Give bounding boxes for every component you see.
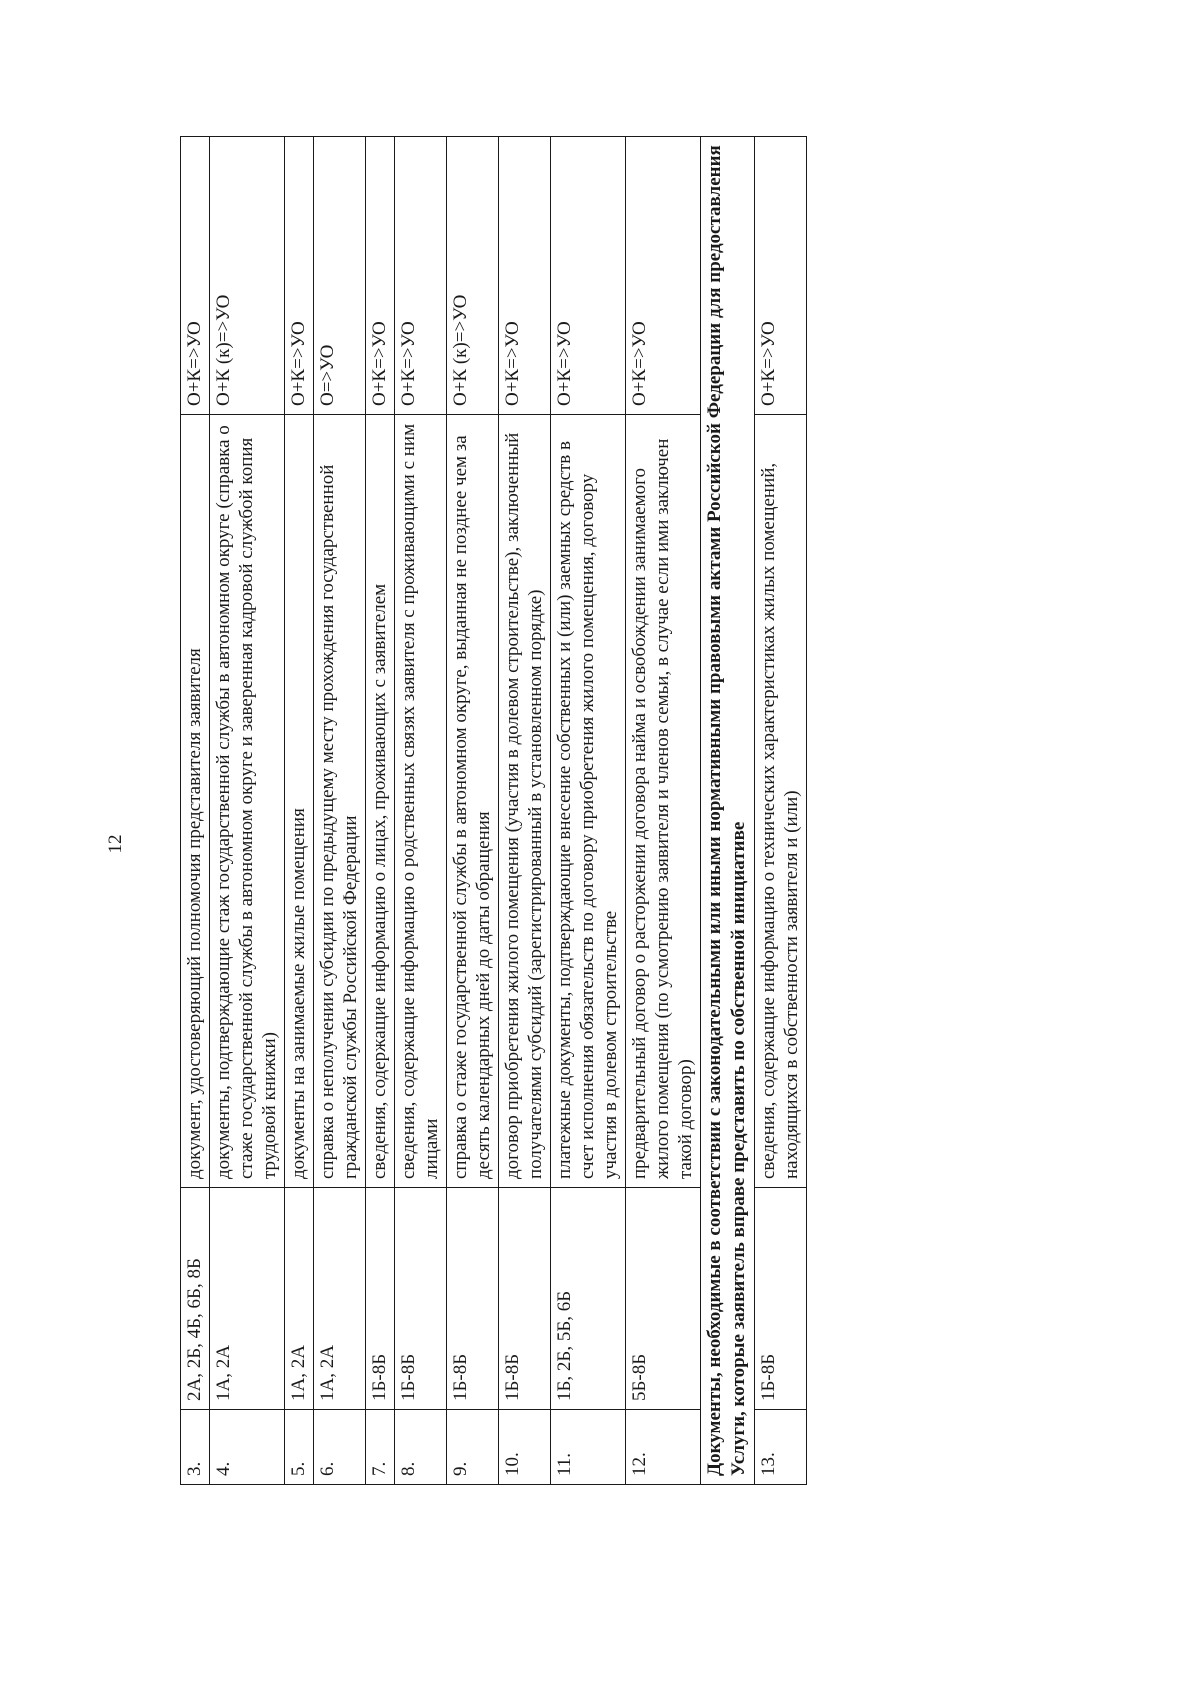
row-document: сведения, содержащие информацию о родственных связях заявителя с проживающими с ним лицами	[395, 415, 447, 1188]
row-document: документы, подтверждающие стаж государственной службы в автономном округе (справка о стаже государственной службы в автономном округе и заверенная кадровой службой копия трудовой книжки)	[210, 415, 285, 1188]
row-number: 9.	[447, 1410, 499, 1485]
row-document: договор приобретения жилого помещения (участия в долевом строительстве), заключенный получателями субсидий (зарегистрированный в установленном порядке)	[499, 415, 551, 1188]
row-number: 4.	[210, 1410, 285, 1485]
row-number: 10.	[499, 1410, 551, 1485]
row-number: 8.	[395, 1410, 447, 1485]
table-row	[551, 137, 626, 1485]
row-flow: О+К=>УО	[626, 137, 701, 415]
row-number: 6.	[314, 1410, 366, 1485]
row-code: 1А, 2А	[210, 1188, 285, 1410]
table-row	[181, 137, 210, 1485]
row-flow: О+К=>УО	[499, 137, 551, 415]
table-row	[755, 137, 807, 1485]
row-code: 1Б-8Б	[395, 1188, 447, 1410]
row-number: 13.	[755, 1410, 807, 1485]
table-row	[626, 137, 701, 1485]
row-flow: О+К=>УО	[366, 137, 395, 415]
row-flow: О+К=>УО	[181, 137, 210, 415]
table-row	[210, 137, 285, 1485]
table-row	[395, 137, 447, 1485]
row-code: 1Б-8Б	[447, 1188, 499, 1410]
row-code: 1Б, 2Б, 5Б, 6Б	[551, 1188, 626, 1410]
section-header: Документы, необходимые в соответствии с законодательными или иными нормативными правовыми актами Российской Федерации для предоставления Услуги, которые заявитель вправе представить по собственной инициативе	[701, 137, 755, 1485]
row-flow: О+К (к)=>УО	[447, 137, 499, 415]
row-code: 5Б-8Б	[626, 1188, 701, 1410]
row-document: платежные документы, подтверждающие внесение собственных и (или) заемных средств в счет исполнения обязательств по договору приобретения жилого помещения, договору участия в долевом строительстве	[551, 415, 626, 1188]
row-flow: О=>УО	[314, 137, 366, 415]
row-number: 11.	[551, 1410, 626, 1485]
section-header-row	[701, 137, 755, 1485]
row-document: предварительный договор о расторжении договора найма и освобождении занимаемого жилого помещения (по усмотрению заявителя и членов семьи, в случае если ими заключен такой договор)	[626, 415, 701, 1188]
row-flow: О+К=>УО	[551, 137, 626, 415]
row-number: 12.	[626, 1410, 701, 1485]
row-number: 7.	[366, 1410, 395, 1485]
row-code: 1А, 2А	[285, 1188, 314, 1410]
row-code: 1Б-8Б	[499, 1188, 551, 1410]
row-document: справка о неполучении субсидии по предыдущему месту прохождения государственной гражданской службы Российской Федерации	[314, 415, 366, 1188]
table-row	[366, 137, 395, 1485]
row-document: справка о стаже государственной службы в автономном округе, выданная не позднее чем за десять календарных дней до даты обращения	[447, 415, 499, 1188]
row-number: 5.	[285, 1410, 314, 1485]
row-flow: О+К=>УО	[755, 137, 807, 415]
row-document: сведения, содержащие информацию о технических характеристиках жилых помещений, находящихся в собственности заявителя и (или)	[755, 415, 807, 1188]
row-document: сведения, содержащие информацию о лицах, проживающих с заявителем	[366, 415, 395, 1188]
row-code: 1Б-8Б	[755, 1188, 807, 1410]
rotated-table-wrapper	[180, 145, 1080, 1485]
row-code: 1Б-8Б	[366, 1188, 395, 1410]
row-document: документы на занимаемые жилые помещения	[285, 415, 314, 1188]
table-row	[285, 137, 314, 1485]
row-number: 3.	[181, 1410, 210, 1485]
row-flow: О+К=>УО	[285, 137, 314, 415]
table-row	[314, 137, 366, 1485]
row-flow: О+К (к)=>УО	[210, 137, 285, 415]
documents-table	[180, 136, 807, 1485]
row-code: 1А, 2А	[314, 1188, 366, 1410]
page-number: 12	[105, 834, 126, 854]
row-code: 2А, 2Б, 4Б, 6Б, 8Б	[181, 1188, 210, 1410]
row-flow: О+К=>УО	[395, 137, 447, 415]
row-document: документ, удостоверяющий полномочия представителя заявителя	[181, 415, 210, 1188]
table-row	[447, 137, 499, 1485]
table-row	[499, 137, 551, 1485]
